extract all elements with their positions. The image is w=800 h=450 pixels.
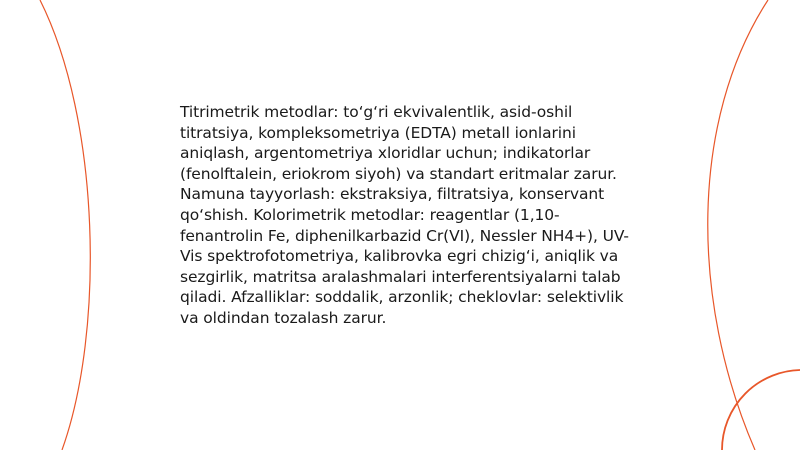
left-arc — [40, 0, 90, 450]
bottom-right-circle — [722, 370, 800, 450]
body-text: Titrimetrik metodlar: to‘g‘ri ekvivalentlik, asid-oshil titratsiya, kompleksometriya (EDTA) metall ionlarini aniqlash, argentometriya xloridlar uchun; indikatorlar (fenolftalein, eriokrom siyoh) va standart eritmalar zarur. Namuna tayyorlash: ekstraksiya, filtratsiya, konservant qo‘shish. Kolorimetrik metodlar: reagentlar (1,10-fenantrolin Fe, diphenilkarbazid Cr(VI), Nessler NH4+), UV-Vis spektrofotometriya, kalibrovka egri chizig‘i, aniqlik va sezgirlik, matritsa aralashmalari interferentsiyalarni talab qiladi. Afzalliklar: soddalik, arzonlik; cheklovlar: selektivlik va oldindan tozalash zarur. — [180, 103, 629, 327]
